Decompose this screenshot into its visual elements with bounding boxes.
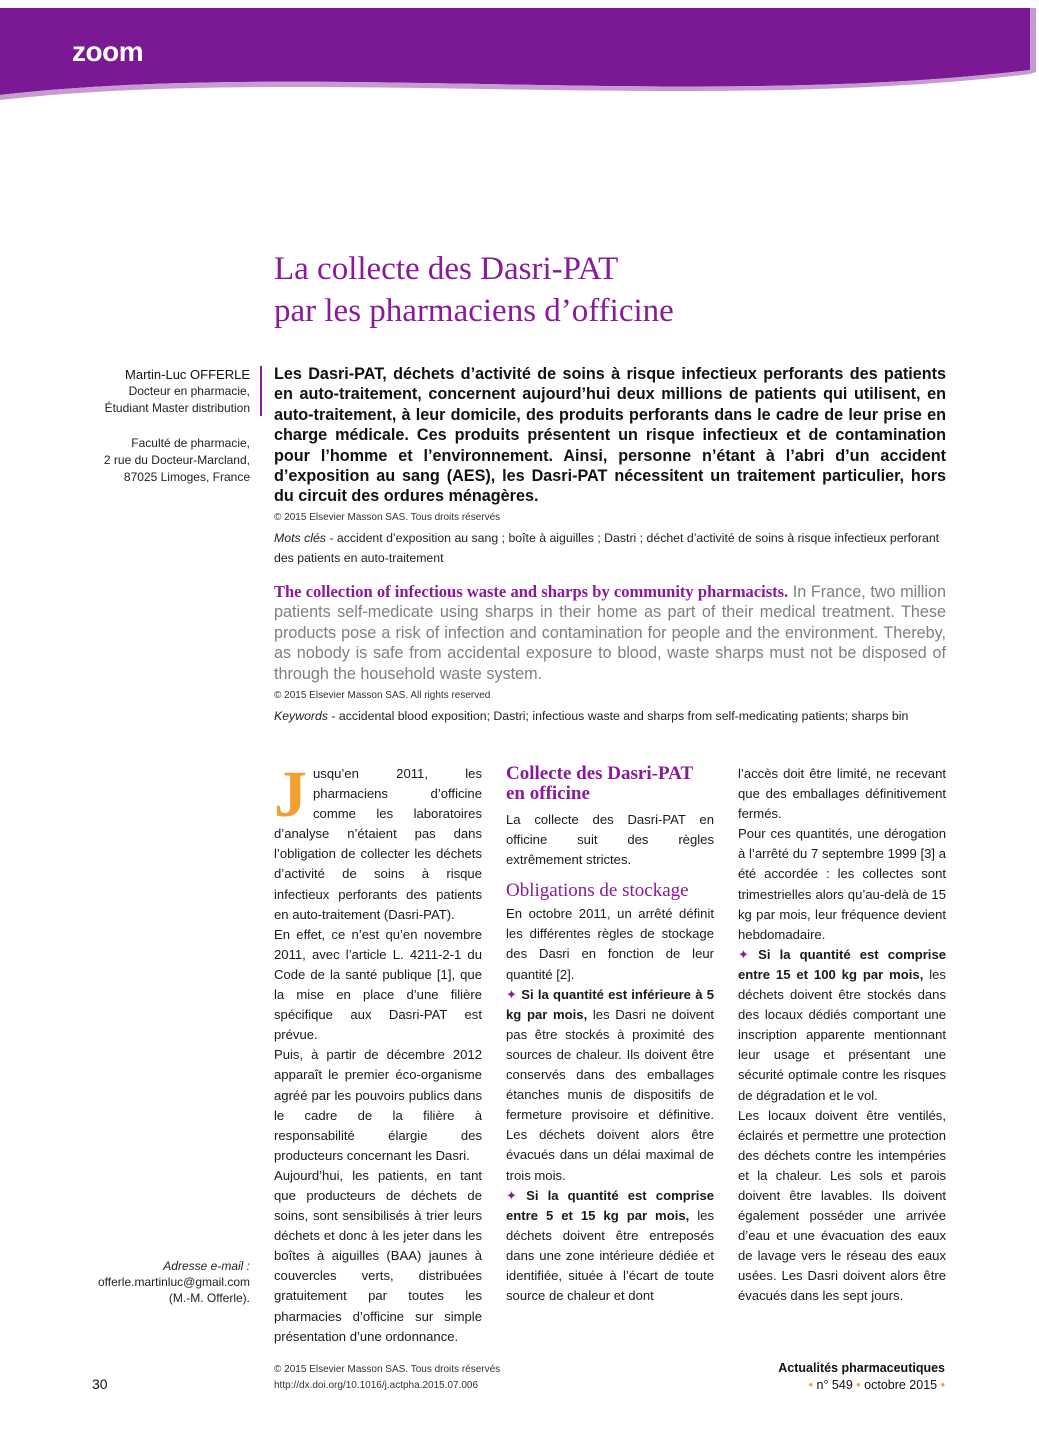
col2-paragraph-2: En octobre 2011, un arrêté définit les différentes règles de stockage des Dasri en fonction de leur quantité [2].	[506, 906, 714, 982]
col2-bullet-2	[506, 1186, 714, 1307]
journal-issue-line	[778, 1377, 945, 1394]
keywords-fr	[274, 528, 946, 568]
footer-copyright-text: © 2015 Elsevier Masson SAS. Tous droits réservés	[274, 1364, 501, 1375]
bullet-1-text: les Dasri ne doivent pas être stockés à proximité des sources de chaleur. Ils doivent être conservés dans des emballages étanches munis de dispositifs de fermeture provisoire et définitive. Les déchets doivent alors être évacués dans un délai maximal de trois mois.	[506, 1006, 714, 1183]
abstract-en-text: In France, two million patients self-medicate using sharps in their home as part of their medical treatment. These products pose a risk of infection and contamination for people and the environment. Thereby, as nobody is safe from accidental exposure to blood, waste sharps must not be disposed of through the household waste system.	[274, 583, 946, 683]
title-line-1: La collecte des Dasri-PAT	[274, 251, 619, 287]
author-email-block	[60, 1258, 250, 1306]
bullet-2-text: les déchets doivent être entreposés dans une zone intérieure dédiée et identifiée, située à l’écart de toute source de chaleur et dont	[506, 1207, 714, 1304]
footer-doi-link[interactable]: http://dx.doi.org/10.1016/j.actpha.2015.07.006	[274, 1380, 479, 1391]
title-line-2: par les pharmaciens d’officine	[274, 293, 674, 329]
col2-paragraph-1: La collecte des Dasri-PAT en officine suit des règles extrêmement strictes.	[506, 812, 714, 868]
issue-date: octobre 2015	[864, 1378, 938, 1392]
col3-paragraph-3: Les locaux doivent être ventilés, éclairés et permettre une protection des déchets contre les intempéries et la chaleur. Les sols et parois doivent être lavables. Ils doivent également posséder une arrivée d’eau et une évacuation des eaux de lavage vers le réseau des eaux usées. Les Dasri doivent alors être évacués dans les sept jours.	[738, 1107, 946, 1304]
col3-paragraph-1: l’accès doit être limité, ne recevant que des emballages définitivement fermés.	[738, 766, 946, 822]
bullet-dot-icon: •	[856, 1378, 861, 1392]
copyright-en: © 2015 Elsevier Masson SAS. All rights reserved	[274, 690, 491, 701]
author-info	[60, 366, 250, 486]
abstract-en-title: The collection of infectious waste and sharps by community pharmacists.	[274, 582, 789, 601]
header-band-graphic	[0, 0, 1039, 110]
bullet-dot-icon: •	[808, 1378, 814, 1392]
journal-name: Actualités pharmaceutiques	[778, 1361, 945, 1375]
section-heading: Collecte des Dasri-PAT en officine	[506, 763, 693, 804]
col1-paragraph-3: Puis, à partir de décembre 2012 apparaît le premier éco-organisme agréé par les pouvoirs publics dans le cadre de la filière à responsabilité élargie des producteurs concernant les Dasri.	[274, 1047, 482, 1163]
col1-paragraph-4: Aujourd’hui, les patients, en tant que producteurs de déchets de soins, sont sensibilisés à trier leurs déchets et donc à les jeter dans les boîtes à aiguilles (BAA) jaunes à couvercles verts, distribuées gratuitement par toutes les pharmacies d’officine sur simple présentation d’une ordonnance.	[274, 1167, 482, 1344]
col1-paragraph-1	[274, 758, 482, 925]
col1-p1-text: usqu’en 2011, les pharmaciens d’officine comme les laboratoires d’analyse n’étaient pas dans l’obligation de collecter les déchets d’activité de soins à risque infectieux perforants des patients en auto-traitement (Dasri-PAT).	[274, 766, 482, 922]
author-role-2: Étudiant Master distribution	[104, 401, 250, 415]
email-name: (M.-M. Offerle).	[168, 1291, 250, 1305]
keywords-fr-label: Mots clés	[274, 531, 326, 545]
bullet-3-text: les déchets doivent être stockés dans des locaux dédiés comportant une inscription apparente mentionnant leur usage et présentant une sécurité optimale contre les risques de dégradation et le vol.	[738, 966, 946, 1103]
col2-bullet-1	[506, 985, 714, 1186]
author-affiliation-1: Faculté de pharmacie,	[131, 436, 250, 450]
abstract-english	[274, 582, 946, 684]
body-column-2	[506, 764, 714, 1306]
col1-paragraph-2: En effet, ce n’est qu’en novembre 2011, avec l’article L. 4211-2-1 du Code de la santé publique [1], que la mise en place d’une filière spécifique aux Dasri-PAT est prévue.	[274, 926, 482, 1043]
page-number: 30	[92, 1376, 108, 1392]
article-title	[274, 248, 974, 332]
header-banner	[0, 0, 1039, 110]
col3-bullet-3	[738, 945, 946, 1106]
section-label: zoom	[72, 36, 144, 67]
bullet-2-bold: Si la quantité est comprise entre 5 et 15 kg par mois,	[506, 1187, 715, 1223]
author-affiliation-3: 87025 Limoges, France	[123, 470, 250, 484]
subsection-heading: Obligations de stockage	[506, 880, 689, 902]
author-affiliation-2: 2 rue du Docteur-Marcland,	[103, 453, 250, 467]
footer-copyright	[274, 1362, 500, 1394]
bullet-3-bold: Si la quantité est comprise entre 15 et 100 kg par mois,	[738, 946, 947, 982]
keywords-en-text: - accidental blood exposition; Dastri; infectious waste and sharps from self-medicating patients; sharps bin	[328, 709, 909, 723]
body-column-3	[738, 764, 946, 1307]
keywords-en	[274, 706, 946, 726]
email-address[interactable]: offerle.martinluc@gmail.com	[97, 1275, 250, 1289]
issue-number: n° 549	[816, 1378, 853, 1392]
author-role-1: Docteur en pharmacie,	[128, 384, 250, 398]
bullet-diamond-icon: ✦	[506, 986, 517, 1002]
footer-journal	[778, 1360, 945, 1394]
col3-paragraph-2: Pour ces quantités, une dérogation à l’arrêté du 7 septembre 1999 [3] a été accordée : les collectes sont trimestrielles alors qu’au-delà de 15 kg par mois, leur fréquence devient hebdomadaire.	[738, 826, 946, 942]
bullet-diamond-icon: ✦	[506, 1187, 517, 1203]
keywords-en-label: Keywords	[274, 709, 328, 723]
bullet-1-bold: Si la quantité est inférieure à 5 kg par mois,	[506, 986, 714, 1022]
bullet-dot-icon: •	[940, 1378, 945, 1392]
drop-cap: J	[274, 758, 307, 831]
abstract-french: Les Dasri-PAT, déchets d’activité de soins à risque infectieux perforants des patients en auto-traitement, concernent aujourd’hui deux millions de patients qui utilisent, en auto-traitement, à leur domicile, des produits perforants dans le cadre de leur prise en charge médicale. Ces produits présentent un risque infectieux et de contamination pour l’homme et l’environnement. Ainsi, personne n’étant à l’abri d’un accident d’exposition au sang (AES), les Dasri-PAT nécessitent un traitement particulier, hors du circuit des ordures ménagères.	[274, 365, 946, 506]
bullet-diamond-icon: ✦	[738, 946, 749, 962]
keywords-fr-text: - accident d’exposition au sang ; boîte à aiguilles ; Dastri ; déchet d’activité de soins à risque infectieux perforant des patients en auto-traitement	[274, 531, 940, 565]
email-label: Adresse e-mail :	[163, 1259, 250, 1273]
body-column-1	[274, 758, 482, 1347]
author-divider	[260, 366, 262, 416]
copyright-fr: © 2015 Elsevier Masson SAS. Tous droits réservés	[274, 512, 501, 523]
author-name: Martin-Luc OFFERLE	[125, 367, 250, 382]
